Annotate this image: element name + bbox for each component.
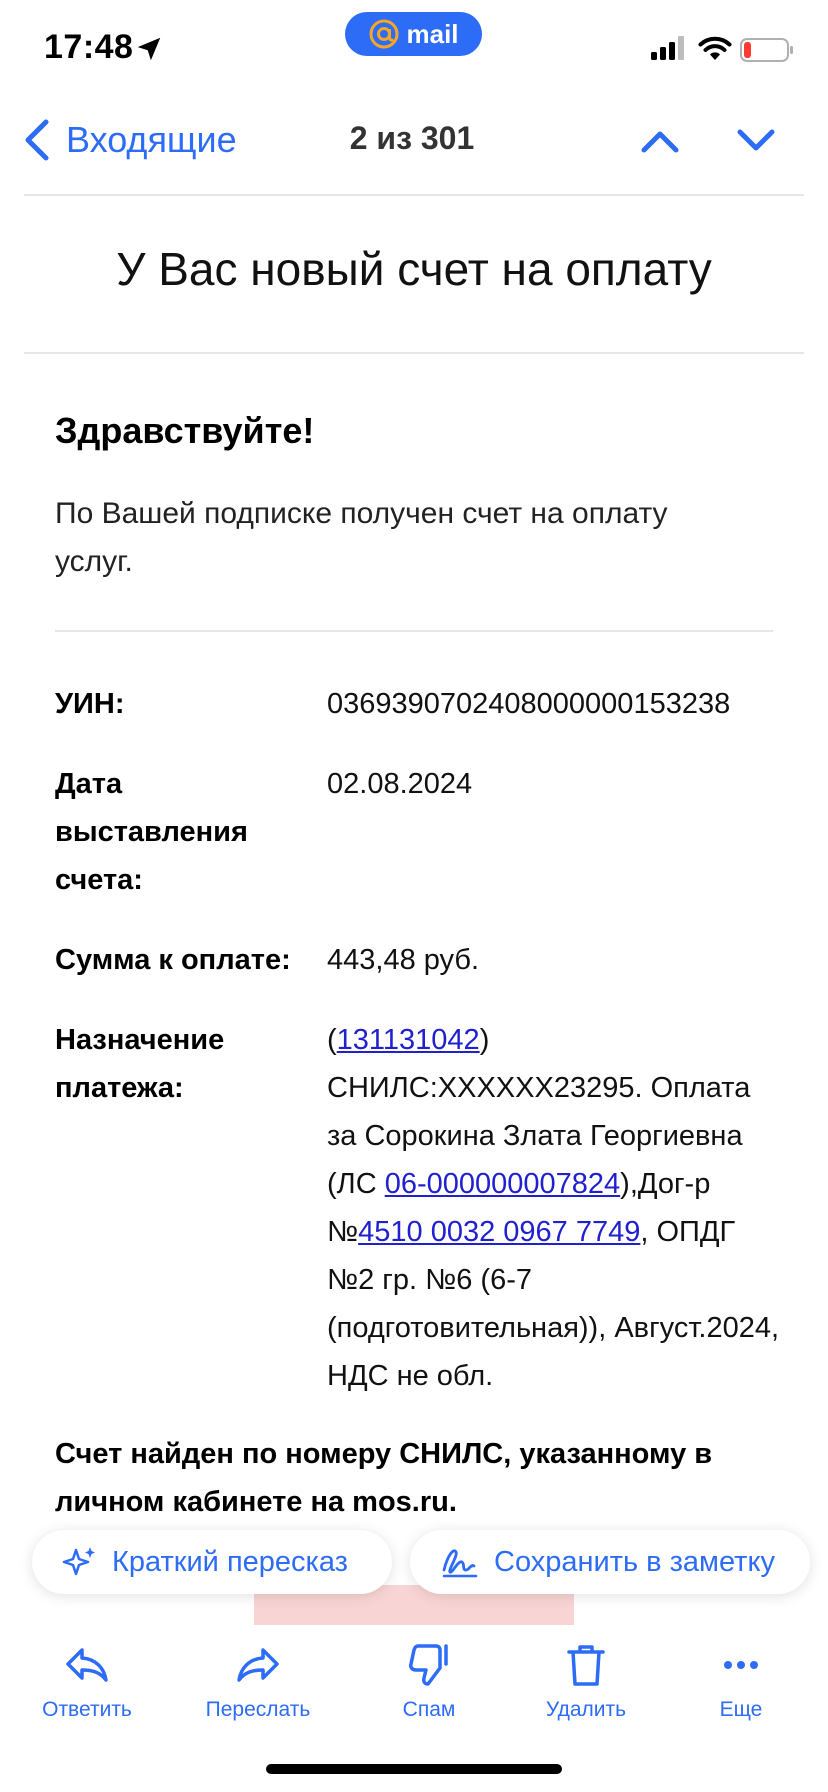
amount-label: Сумма к оплате: bbox=[55, 944, 291, 976]
header-divider bbox=[24, 194, 804, 196]
sparkle-icon bbox=[62, 1544, 98, 1580]
forward-icon bbox=[233, 1640, 283, 1690]
date-label: Дата выставления счета: bbox=[55, 768, 248, 896]
more-button[interactable] bbox=[671, 1640, 811, 1722]
signature-icon bbox=[440, 1544, 480, 1580]
save-note-chip-label: Сохранить в заметку bbox=[494, 1545, 775, 1578]
spam-button[interactable] bbox=[359, 1640, 499, 1722]
mail-app-badge[interactable] bbox=[345, 12, 482, 56]
more-dots-icon bbox=[716, 1640, 766, 1690]
email-subject: У Вас новый счет на оплату bbox=[116, 243, 712, 295]
purpose-text-2: ),Дог-р № bbox=[327, 1168, 711, 1248]
spam-label: Спам bbox=[402, 1698, 456, 1721]
back-label: Входящие bbox=[66, 119, 237, 160]
forward-button[interactable] bbox=[188, 1640, 328, 1722]
purpose-text-3: , ОПДГ №2 гр. №6 (6-7 (подготовительная)), Август.2024, НДС не обл. bbox=[327, 1216, 780, 1392]
home-indicator[interactable] bbox=[266, 1764, 562, 1774]
uin-value: 03693907024080000001532​38 bbox=[327, 688, 731, 720]
subject-divider bbox=[24, 352, 804, 354]
uin-label: УИН: bbox=[55, 688, 125, 720]
message-counter-text: 2 из 301 bbox=[349, 120, 475, 156]
thumbs-down-icon bbox=[404, 1640, 454, 1690]
delete-button[interactable] bbox=[516, 1640, 656, 1722]
purpose-link-contract[interactable]: 4510 0032 0967 7749 bbox=[358, 1216, 641, 1248]
reply-icon bbox=[62, 1640, 112, 1690]
date-value: 02.08.2024 bbox=[327, 768, 473, 800]
trash-icon bbox=[561, 1640, 611, 1690]
purpose-link-code[interactable]: 131131042 bbox=[336, 1024, 480, 1056]
reply-button[interactable] bbox=[17, 1640, 157, 1722]
status-time: 17:48 bbox=[44, 28, 134, 66]
more-label: Еще bbox=[719, 1698, 763, 1721]
wifi-icon bbox=[698, 36, 732, 62]
at-sign-icon bbox=[368, 18, 400, 50]
delete-label: Удалить bbox=[545, 1698, 627, 1721]
purpose-link-account[interactable]: 06-000000007824 bbox=[384, 1168, 621, 1200]
next-message-button[interactable] bbox=[732, 120, 780, 160]
previous-message-button[interactable] bbox=[636, 120, 684, 160]
amount-value: 443,48 руб. bbox=[327, 944, 480, 976]
mail-app-label: mail bbox=[406, 18, 459, 49]
location-arrow-icon bbox=[134, 34, 164, 64]
summary-chip-label: Краткий пересказ bbox=[112, 1545, 348, 1578]
reply-label: Ответить bbox=[42, 1698, 132, 1721]
email-greeting: Здравствуйте! bbox=[55, 410, 315, 451]
body-divider bbox=[55, 630, 773, 632]
save-note-chip-button[interactable] bbox=[410, 1530, 810, 1594]
purpose-value bbox=[327, 1016, 787, 1400]
forward-label: Переслать bbox=[205, 1698, 311, 1721]
message-counter bbox=[0, 120, 828, 157]
purpose-open-paren: ( bbox=[327, 1024, 337, 1056]
snils-found-note: Счет найден по номеру СНИЛС, указанному в личном кабинете на mos.ru. bbox=[55, 1438, 713, 1518]
purpose-label: Назначение платежа: bbox=[55, 1024, 225, 1104]
purpose-text-1: ) СНИЛС:XXXXXX23295. Оплата за Сорокина Злата Георгиевна (ЛС bbox=[327, 1024, 751, 1200]
email-intro: По Вашей подписке получен счет на оплату услуг. bbox=[55, 497, 668, 578]
battery-low-icon bbox=[740, 38, 794, 62]
cellular-signal-icon bbox=[651, 36, 687, 60]
summary-chip-button[interactable] bbox=[32, 1530, 392, 1594]
